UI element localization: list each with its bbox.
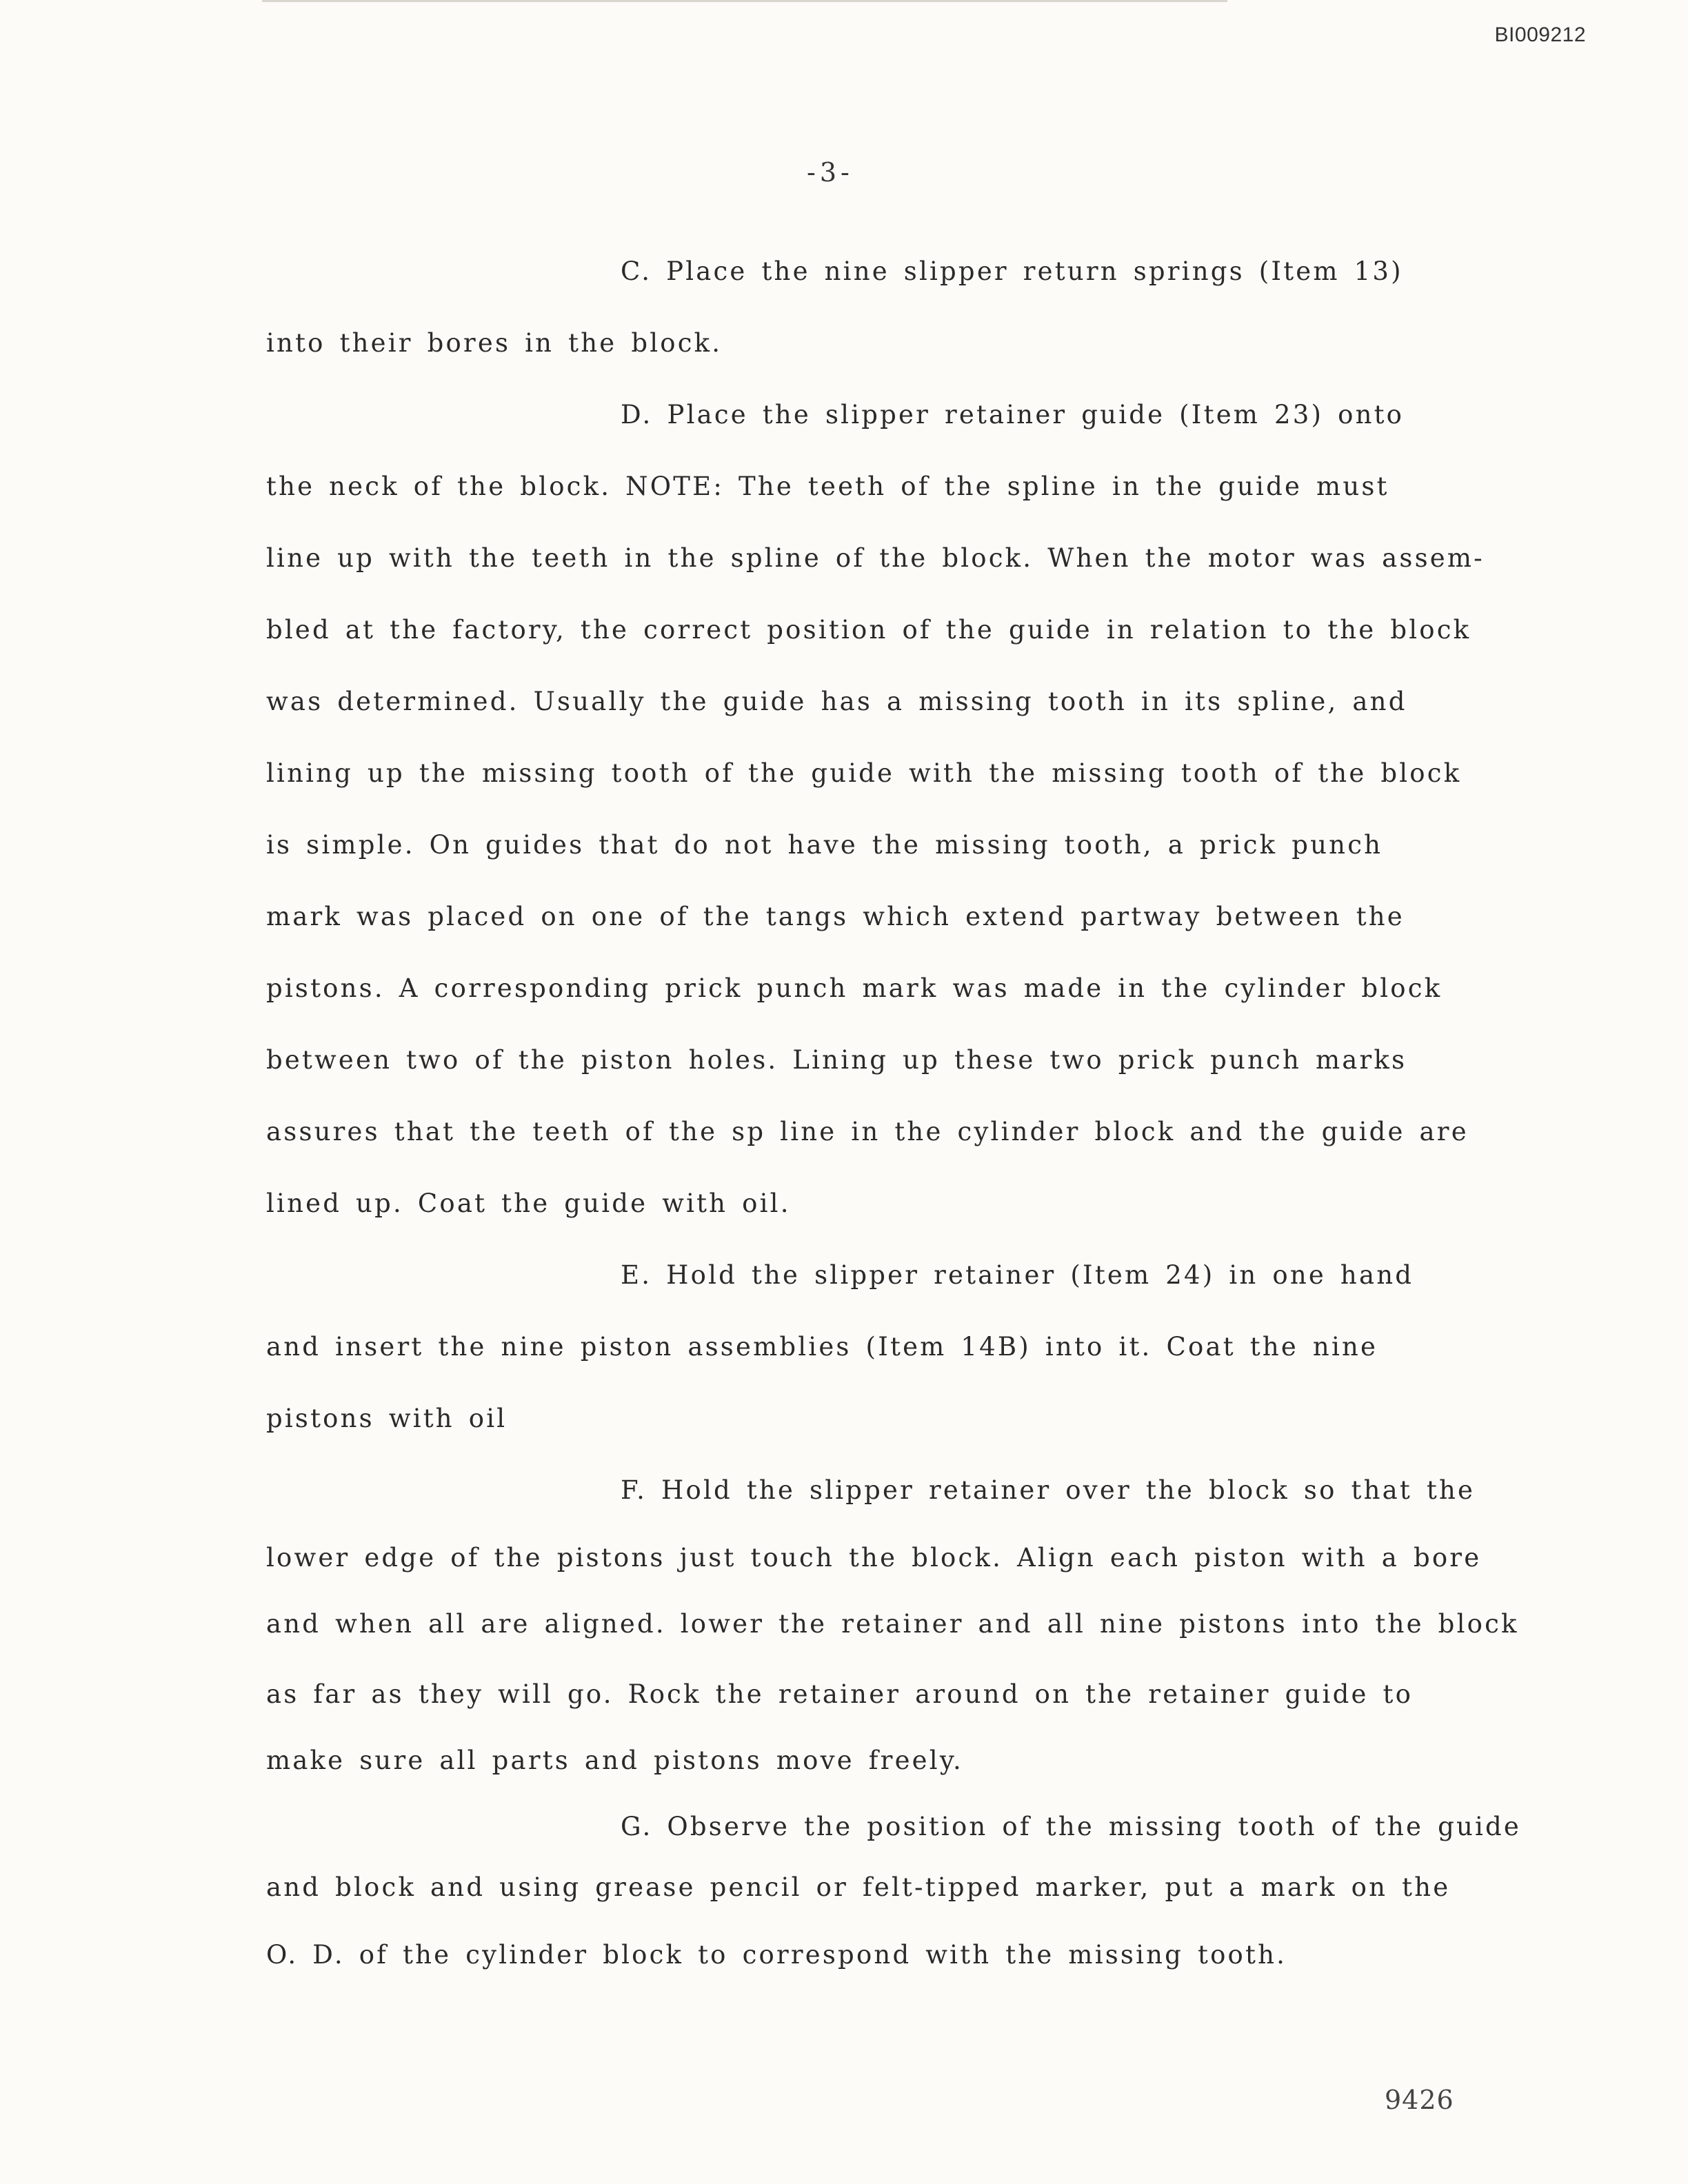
text-line: was determined. Usually the guide has a missing tooth in its spline, and xyxy=(266,687,1407,716)
text-line: mark was placed on one of the tangs which extend partway between the xyxy=(266,902,1405,931)
text-line: pistons. A corresponding prick punch mark was made in the cylinder block xyxy=(266,973,1443,1003)
page-number: -3- xyxy=(807,157,854,188)
footer-number: 9426 xyxy=(1385,2085,1454,2115)
text-line: lower edge of the pistons just touch the block. Align each piston with a bore xyxy=(266,1543,1482,1573)
text-line: and when all are aligned. lower the retainer and all nine pistons into the block xyxy=(266,1609,1519,1639)
text-line: and block and using grease pencil or felt-tipped marker, put a mark on the xyxy=(266,1872,1451,1902)
text-line: O. D. of the cylinder block to correspond with the missing tooth. xyxy=(266,1940,1287,1970)
text-line: between two of the piston holes. Lining up these two prick punch marks xyxy=(266,1045,1407,1075)
text-line: F. Hold the slipper retainer over the block so that the xyxy=(621,1475,1476,1505)
text-line: make sure all parts and pistons move freely. xyxy=(266,1746,963,1775)
text-line: assures that the teeth of the sp line in the cylinder block and the guide are xyxy=(266,1117,1469,1146)
text-line: C. Place the nine slipper return springs (Item 13) xyxy=(621,256,1403,286)
text-line: lining up the missing tooth of the guide with the missing tooth of the block xyxy=(266,758,1462,788)
text-line: into their bores in the block. xyxy=(266,328,723,358)
text-line: line up with the teeth in the spline of the block. When the motor was assem- xyxy=(266,543,1485,573)
document-id: BI009212 xyxy=(1494,23,1586,46)
text-line: and insert the nine piston assemblies (Item 14B) into it. Coat the nine xyxy=(266,1332,1378,1362)
text-line: the neck of the block. NOTE: The teeth of the spline in the guide must xyxy=(266,472,1389,501)
text-line: bled at the factory, the correct position of the guide in relation to the block xyxy=(266,615,1471,645)
text-line: is simple. On guides that do not have the missing tooth, a prick punch xyxy=(266,830,1383,860)
text-line: G. Observe the position of the missing tooth of the guide xyxy=(621,1812,1522,1841)
top-edge-rule xyxy=(262,0,1227,2)
text-line: D. Place the slipper retainer guide (Item 23) onto xyxy=(621,400,1405,429)
text-line: E. Hold the slipper retainer (Item 24) in one hand xyxy=(621,1260,1414,1290)
text-line: lined up. Coat the guide with oil. xyxy=(266,1189,791,1218)
text-line: as far as they will go. Rock the retainer around on the retainer guide to xyxy=(266,1679,1414,1709)
text-line: pistons with oil xyxy=(266,1404,508,1433)
